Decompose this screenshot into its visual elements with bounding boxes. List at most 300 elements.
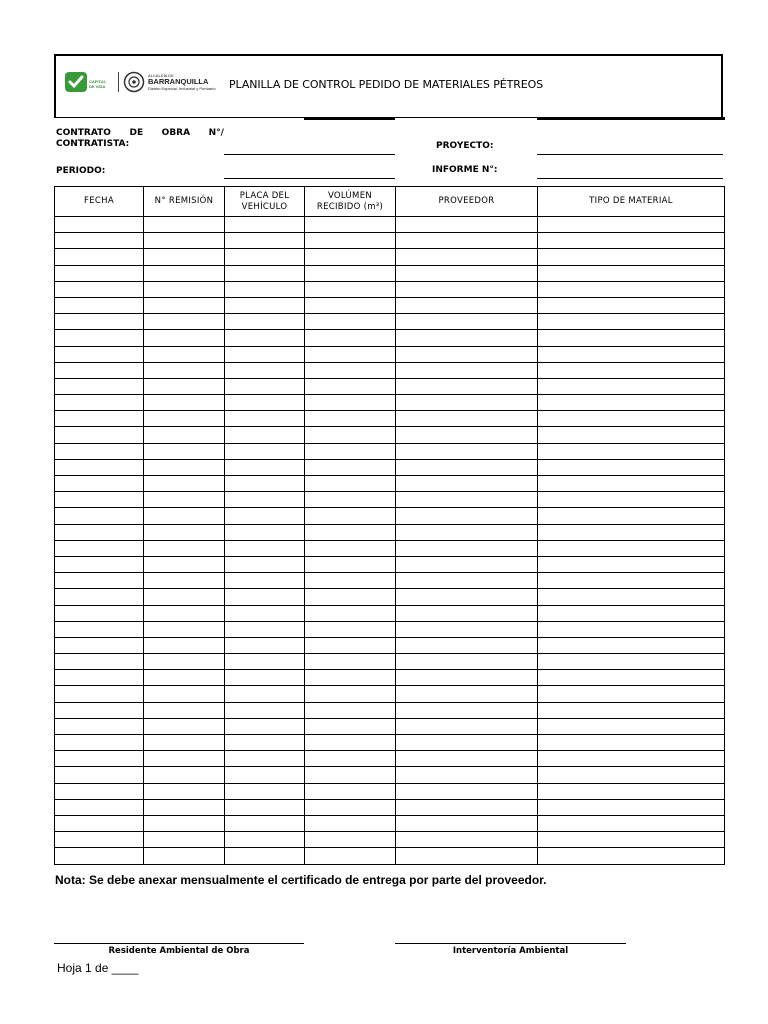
table-row bbox=[55, 249, 725, 265]
table-cell[interactable] bbox=[305, 751, 396, 767]
table-cell[interactable] bbox=[144, 670, 225, 686]
table-cell[interactable] bbox=[55, 815, 144, 831]
table-cell[interactable] bbox=[225, 605, 305, 621]
table-cell[interactable] bbox=[55, 637, 144, 653]
table-cell[interactable] bbox=[55, 686, 144, 702]
table-cell[interactable] bbox=[55, 233, 144, 249]
table-cell[interactable] bbox=[396, 783, 538, 799]
table-cell[interactable] bbox=[144, 233, 225, 249]
table-cell[interactable] bbox=[538, 605, 725, 621]
table-cell[interactable] bbox=[305, 281, 396, 297]
table-cell[interactable] bbox=[225, 378, 305, 394]
table-cell[interactable] bbox=[538, 751, 725, 767]
table-cell[interactable] bbox=[396, 670, 538, 686]
table-header-row bbox=[55, 187, 725, 217]
table-cell[interactable] bbox=[305, 767, 396, 783]
table-cell[interactable] bbox=[144, 540, 225, 556]
table-cell[interactable] bbox=[144, 443, 225, 459]
table-cell[interactable] bbox=[144, 362, 225, 378]
table-cell[interactable] bbox=[144, 395, 225, 411]
table-cell[interactable] bbox=[55, 362, 144, 378]
table-cell[interactable] bbox=[55, 395, 144, 411]
table-cell[interactable] bbox=[55, 573, 144, 589]
table-cell[interactable] bbox=[225, 427, 305, 443]
table-cell[interactable] bbox=[538, 459, 725, 475]
table-row bbox=[55, 670, 725, 686]
table-cell[interactable] bbox=[396, 233, 538, 249]
table-row bbox=[55, 508, 725, 524]
table-cell[interactable] bbox=[144, 654, 225, 670]
table-cell[interactable] bbox=[538, 378, 725, 394]
table-cell[interactable] bbox=[538, 314, 725, 330]
table-cell[interactable] bbox=[305, 832, 396, 848]
table-cell[interactable] bbox=[538, 346, 725, 362]
table-cell[interactable] bbox=[305, 637, 396, 653]
table-cell[interactable] bbox=[305, 378, 396, 394]
materials-table bbox=[54, 186, 725, 865]
table-cell[interactable] bbox=[538, 799, 725, 815]
table-cell[interactable] bbox=[225, 735, 305, 751]
table-cell[interactable] bbox=[538, 265, 725, 281]
table-cell[interactable] bbox=[144, 783, 225, 799]
table-cell[interactable] bbox=[55, 832, 144, 848]
table-cell[interactable] bbox=[396, 265, 538, 281]
table-cell[interactable] bbox=[55, 670, 144, 686]
table-cell[interactable] bbox=[305, 686, 396, 702]
table-cell[interactable] bbox=[305, 654, 396, 670]
table-cell[interactable] bbox=[305, 556, 396, 572]
table-cell[interactable] bbox=[538, 476, 725, 492]
table-cell[interactable] bbox=[55, 492, 144, 508]
table-cell[interactable] bbox=[305, 411, 396, 427]
table-cell[interactable] bbox=[538, 524, 725, 540]
logo-right-line: BARRANQUILLA bbox=[148, 77, 209, 86]
table-cell[interactable] bbox=[305, 524, 396, 540]
table-cell[interactable] bbox=[538, 508, 725, 524]
table-cell[interactable] bbox=[144, 832, 225, 848]
informe-label: INFORME N°: bbox=[432, 165, 498, 175]
table-cell[interactable] bbox=[538, 297, 725, 313]
table-cell[interactable] bbox=[538, 670, 725, 686]
table-cell[interactable] bbox=[225, 443, 305, 459]
table-row bbox=[55, 654, 725, 670]
table-cell[interactable] bbox=[225, 751, 305, 767]
table-cell[interactable] bbox=[55, 735, 144, 751]
table-cell[interactable] bbox=[55, 330, 144, 346]
table-cell[interactable] bbox=[396, 476, 538, 492]
table-cell[interactable] bbox=[144, 297, 225, 313]
table-cell[interactable] bbox=[538, 783, 725, 799]
signature-line-interventoria[interactable] bbox=[395, 943, 626, 944]
table-cell[interactable] bbox=[225, 492, 305, 508]
table-cell[interactable] bbox=[396, 492, 538, 508]
table-cell[interactable] bbox=[396, 589, 538, 605]
table-cell[interactable] bbox=[305, 395, 396, 411]
table-cell[interactable] bbox=[225, 217, 305, 233]
table-cell[interactable] bbox=[144, 735, 225, 751]
table-cell[interactable] bbox=[55, 799, 144, 815]
table-cell[interactable] bbox=[396, 767, 538, 783]
table-cell[interactable] bbox=[55, 297, 144, 313]
table-cell[interactable] bbox=[144, 330, 225, 346]
periodo-field[interactable] bbox=[224, 178, 395, 179]
table-cell[interactable] bbox=[55, 767, 144, 783]
table-cell[interactable] bbox=[305, 443, 396, 459]
table-row bbox=[55, 573, 725, 589]
table-cell[interactable] bbox=[225, 314, 305, 330]
table-cell[interactable] bbox=[396, 297, 538, 313]
table-cell[interactable] bbox=[144, 751, 225, 767]
table-cell[interactable] bbox=[225, 815, 305, 831]
table-cell[interactable] bbox=[538, 281, 725, 297]
table-cell[interactable] bbox=[538, 718, 725, 734]
table-cell[interactable] bbox=[55, 217, 144, 233]
table-cell[interactable] bbox=[55, 314, 144, 330]
table-cell[interactable] bbox=[55, 281, 144, 297]
logo-left-line: CAPITAL bbox=[89, 79, 107, 84]
table-cell[interactable] bbox=[305, 702, 396, 718]
table-cell[interactable] bbox=[305, 540, 396, 556]
table-cell[interactable] bbox=[538, 735, 725, 751]
table-cell[interactable] bbox=[55, 427, 144, 443]
table-cell[interactable] bbox=[396, 508, 538, 524]
table-cell[interactable] bbox=[55, 378, 144, 394]
table-cell[interactable] bbox=[396, 411, 538, 427]
table-cell[interactable] bbox=[144, 281, 225, 297]
table-cell[interactable] bbox=[144, 411, 225, 427]
table-cell[interactable] bbox=[225, 621, 305, 637]
table-cell[interactable] bbox=[144, 314, 225, 330]
table-cell[interactable] bbox=[225, 783, 305, 799]
table-cell[interactable] bbox=[225, 265, 305, 281]
table-cell[interactable] bbox=[55, 508, 144, 524]
proyecto-field[interactable] bbox=[537, 154, 723, 155]
table-cell[interactable] bbox=[55, 476, 144, 492]
table-cell[interactable] bbox=[538, 654, 725, 670]
table-cell[interactable] bbox=[396, 702, 538, 718]
table-row bbox=[55, 346, 725, 362]
table-cell[interactable] bbox=[225, 297, 305, 313]
table-cell[interactable] bbox=[396, 718, 538, 734]
table-cell[interactable] bbox=[55, 605, 144, 621]
table-cell[interactable] bbox=[144, 621, 225, 637]
table-cell[interactable] bbox=[538, 217, 725, 233]
header-divider-segment bbox=[537, 118, 725, 120]
table-cell[interactable] bbox=[144, 346, 225, 362]
table-row bbox=[55, 637, 725, 653]
table-row bbox=[55, 395, 725, 411]
table-cell[interactable] bbox=[305, 314, 396, 330]
table-cell[interactable] bbox=[55, 265, 144, 281]
table-cell[interactable] bbox=[305, 346, 396, 362]
table-cell[interactable] bbox=[144, 492, 225, 508]
table-cell[interactable] bbox=[305, 508, 396, 524]
table-cell[interactable] bbox=[396, 735, 538, 751]
table-cell[interactable] bbox=[305, 718, 396, 734]
table-cell[interactable] bbox=[225, 233, 305, 249]
table-cell[interactable] bbox=[55, 718, 144, 734]
logo-right-line: ALCALDÍA DE bbox=[148, 73, 174, 78]
table-cell[interactable] bbox=[396, 362, 538, 378]
table-cell[interactable] bbox=[225, 799, 305, 815]
table-cell[interactable] bbox=[144, 589, 225, 605]
table-cell[interactable] bbox=[538, 249, 725, 265]
table-row bbox=[55, 751, 725, 767]
table-row bbox=[55, 815, 725, 831]
table-cell[interactable] bbox=[538, 702, 725, 718]
table-cell[interactable] bbox=[396, 654, 538, 670]
table-cell[interactable] bbox=[305, 249, 396, 265]
table-row bbox=[55, 540, 725, 556]
column-header-line: PLACA DEL bbox=[239, 190, 290, 201]
table-cell[interactable] bbox=[396, 217, 538, 233]
table-cell[interactable] bbox=[538, 492, 725, 508]
logo-right-line: Distrito Especial, Industrial y Portuario bbox=[148, 86, 216, 91]
table-cell[interactable] bbox=[538, 233, 725, 249]
table-row bbox=[55, 735, 725, 751]
table-cell[interactable] bbox=[396, 556, 538, 572]
table-cell[interactable] bbox=[144, 637, 225, 653]
table-row bbox=[55, 686, 725, 702]
table-cell[interactable] bbox=[144, 524, 225, 540]
contrato-word: CONTRATO bbox=[56, 128, 111, 138]
table-cell[interactable] bbox=[538, 556, 725, 572]
document-title: PLANILLA DE CONTROL PEDIDO DE MATERIALES PÉTREOS bbox=[229, 78, 544, 91]
contrato-word: DE bbox=[129, 128, 144, 138]
table-cell[interactable] bbox=[225, 848, 305, 864]
table-cell[interactable] bbox=[55, 702, 144, 718]
table-cell[interactable] bbox=[225, 476, 305, 492]
table-row bbox=[55, 476, 725, 492]
table-cell[interactable] bbox=[144, 378, 225, 394]
table-cell[interactable] bbox=[305, 217, 396, 233]
table-cell[interactable] bbox=[144, 556, 225, 572]
table-row bbox=[55, 556, 725, 572]
contrato-word: OBRA bbox=[161, 128, 191, 138]
logo-left-line: DE VIDA bbox=[89, 83, 106, 89]
table-row bbox=[55, 492, 725, 508]
table-cell[interactable] bbox=[225, 540, 305, 556]
table-cell[interactable] bbox=[144, 799, 225, 815]
table-cell[interactable] bbox=[305, 799, 396, 815]
table-cell[interactable] bbox=[305, 735, 396, 751]
table-cell[interactable] bbox=[225, 573, 305, 589]
table-cell[interactable] bbox=[225, 832, 305, 848]
table-cell[interactable] bbox=[225, 767, 305, 783]
table-cell[interactable] bbox=[305, 589, 396, 605]
table-cell[interactable] bbox=[538, 686, 725, 702]
table-cell[interactable] bbox=[396, 281, 538, 297]
table-cell[interactable] bbox=[144, 848, 225, 864]
table-cell[interactable] bbox=[305, 362, 396, 378]
table-cell[interactable] bbox=[396, 832, 538, 848]
table-row bbox=[55, 718, 725, 734]
table-cell[interactable] bbox=[396, 395, 538, 411]
table-cell[interactable] bbox=[225, 524, 305, 540]
table-cell[interactable] bbox=[225, 718, 305, 734]
table-cell[interactable] bbox=[305, 476, 396, 492]
table-cell[interactable] bbox=[225, 459, 305, 475]
table-cell[interactable] bbox=[538, 573, 725, 589]
periodo-label: PERIODO: bbox=[56, 166, 106, 176]
table-cell[interactable] bbox=[396, 249, 538, 265]
table-cell[interactable] bbox=[55, 848, 144, 864]
table-cell[interactable] bbox=[55, 556, 144, 572]
table-cell[interactable] bbox=[55, 589, 144, 605]
table-cell[interactable] bbox=[396, 573, 538, 589]
table-cell[interactable] bbox=[225, 670, 305, 686]
table-cell[interactable] bbox=[305, 459, 396, 475]
table-cell[interactable] bbox=[144, 476, 225, 492]
table-cell[interactable] bbox=[55, 411, 144, 427]
table-row bbox=[55, 281, 725, 297]
table-cell[interactable] bbox=[305, 297, 396, 313]
table-cell[interactable] bbox=[225, 686, 305, 702]
table-cell[interactable] bbox=[55, 751, 144, 767]
table-cell[interactable] bbox=[396, 621, 538, 637]
column-header-placa bbox=[225, 187, 305, 217]
table-cell[interactable] bbox=[55, 443, 144, 459]
table-cell[interactable] bbox=[225, 395, 305, 411]
logo-left-text bbox=[89, 80, 106, 89]
table-cell[interactable] bbox=[225, 556, 305, 572]
table-cell[interactable] bbox=[144, 427, 225, 443]
table-cell[interactable] bbox=[396, 378, 538, 394]
table-cell[interactable] bbox=[538, 362, 725, 378]
table-cell[interactable] bbox=[396, 815, 538, 831]
table-cell[interactable] bbox=[144, 767, 225, 783]
table-cell[interactable] bbox=[225, 362, 305, 378]
table-row bbox=[55, 297, 725, 313]
table-cell[interactable] bbox=[144, 249, 225, 265]
table-cell[interactable] bbox=[305, 848, 396, 864]
table-cell[interactable] bbox=[305, 233, 396, 249]
table-row bbox=[55, 217, 725, 233]
table-row bbox=[55, 589, 725, 605]
table-row bbox=[55, 265, 725, 281]
table-cell[interactable] bbox=[305, 621, 396, 637]
table-cell[interactable] bbox=[538, 443, 725, 459]
table-cell[interactable] bbox=[144, 605, 225, 621]
table-cell[interactable] bbox=[144, 815, 225, 831]
table-cell[interactable] bbox=[144, 265, 225, 281]
table-cell[interactable] bbox=[396, 459, 538, 475]
informe-field[interactable] bbox=[537, 178, 723, 179]
table-cell[interactable] bbox=[55, 783, 144, 799]
column-header-volumen bbox=[305, 187, 396, 217]
table-row bbox=[55, 443, 725, 459]
column-header-tipo-material bbox=[538, 187, 725, 217]
table-cell[interactable] bbox=[305, 605, 396, 621]
table-cell[interactable] bbox=[396, 540, 538, 556]
table-cell[interactable] bbox=[538, 815, 725, 831]
table-cell[interactable] bbox=[538, 540, 725, 556]
table-row bbox=[55, 233, 725, 249]
table-cell[interactable] bbox=[55, 459, 144, 475]
table-cell[interactable] bbox=[225, 589, 305, 605]
table-cell[interactable] bbox=[225, 654, 305, 670]
table-cell[interactable] bbox=[144, 702, 225, 718]
table-cell[interactable] bbox=[396, 443, 538, 459]
table-cell[interactable] bbox=[396, 799, 538, 815]
table-cell[interactable] bbox=[305, 783, 396, 799]
header-divider-segment bbox=[304, 118, 395, 120]
table-cell[interactable] bbox=[55, 346, 144, 362]
contrato-label bbox=[56, 128, 224, 150]
table-cell[interactable] bbox=[55, 621, 144, 637]
table-row bbox=[55, 314, 725, 330]
table-row bbox=[55, 330, 725, 346]
table-cell[interactable] bbox=[144, 573, 225, 589]
nota-text: Nota: Se debe anexar mensualmente el certificado de entrega por parte del proveedor. bbox=[55, 873, 547, 887]
table-cell[interactable] bbox=[144, 508, 225, 524]
table-cell[interactable] bbox=[305, 670, 396, 686]
table-cell[interactable] bbox=[55, 249, 144, 265]
table-cell[interactable] bbox=[305, 492, 396, 508]
table-cell[interactable] bbox=[538, 395, 725, 411]
table-cell[interactable] bbox=[396, 427, 538, 443]
column-header-line: N° REMISIÓN bbox=[154, 196, 214, 206]
table-cell[interactable] bbox=[538, 427, 725, 443]
table-cell[interactable] bbox=[225, 411, 305, 427]
table-cell[interactable] bbox=[305, 330, 396, 346]
column-header-line: VOLÚMEN bbox=[327, 190, 373, 201]
table-cell[interactable] bbox=[144, 217, 225, 233]
table-cell[interactable] bbox=[225, 281, 305, 297]
contrato-field[interactable] bbox=[224, 154, 395, 155]
table-cell[interactable] bbox=[144, 686, 225, 702]
table-cell[interactable] bbox=[538, 848, 725, 864]
table-cell[interactable] bbox=[538, 621, 725, 637]
table-cell[interactable] bbox=[305, 265, 396, 281]
proyecto-label: PROYECTO: bbox=[436, 141, 494, 151]
table-cell[interactable] bbox=[225, 346, 305, 362]
table-cell[interactable] bbox=[396, 751, 538, 767]
table-cell[interactable] bbox=[55, 654, 144, 670]
table-cell[interactable] bbox=[225, 249, 305, 265]
table-cell[interactable] bbox=[55, 540, 144, 556]
table-cell[interactable] bbox=[144, 718, 225, 734]
page-number: Hoja 1 de ____ bbox=[57, 961, 139, 975]
table-cell[interactable] bbox=[225, 637, 305, 653]
signature-line-residente[interactable] bbox=[54, 943, 304, 944]
table-cell[interactable] bbox=[396, 330, 538, 346]
table-cell[interactable] bbox=[396, 524, 538, 540]
table-cell[interactable] bbox=[538, 767, 725, 783]
logo-right-text bbox=[148, 73, 216, 91]
table-cell[interactable] bbox=[144, 459, 225, 475]
table-cell[interactable] bbox=[396, 637, 538, 653]
table-cell[interactable] bbox=[396, 848, 538, 864]
table-cell[interactable] bbox=[396, 346, 538, 362]
table-cell[interactable] bbox=[396, 605, 538, 621]
table-cell[interactable] bbox=[305, 427, 396, 443]
table-cell[interactable] bbox=[538, 589, 725, 605]
table-cell[interactable] bbox=[538, 637, 725, 653]
table-row bbox=[55, 362, 725, 378]
table-cell[interactable] bbox=[396, 314, 538, 330]
table-cell[interactable] bbox=[225, 330, 305, 346]
table-cell[interactable] bbox=[538, 330, 725, 346]
table-cell[interactable] bbox=[396, 686, 538, 702]
table-cell[interactable] bbox=[225, 702, 305, 718]
table-cell[interactable] bbox=[55, 524, 144, 540]
table-cell[interactable] bbox=[305, 573, 396, 589]
table-cell[interactable] bbox=[305, 815, 396, 831]
table-cell[interactable] bbox=[225, 508, 305, 524]
table-cell[interactable] bbox=[538, 411, 725, 427]
table-cell[interactable] bbox=[538, 832, 725, 848]
